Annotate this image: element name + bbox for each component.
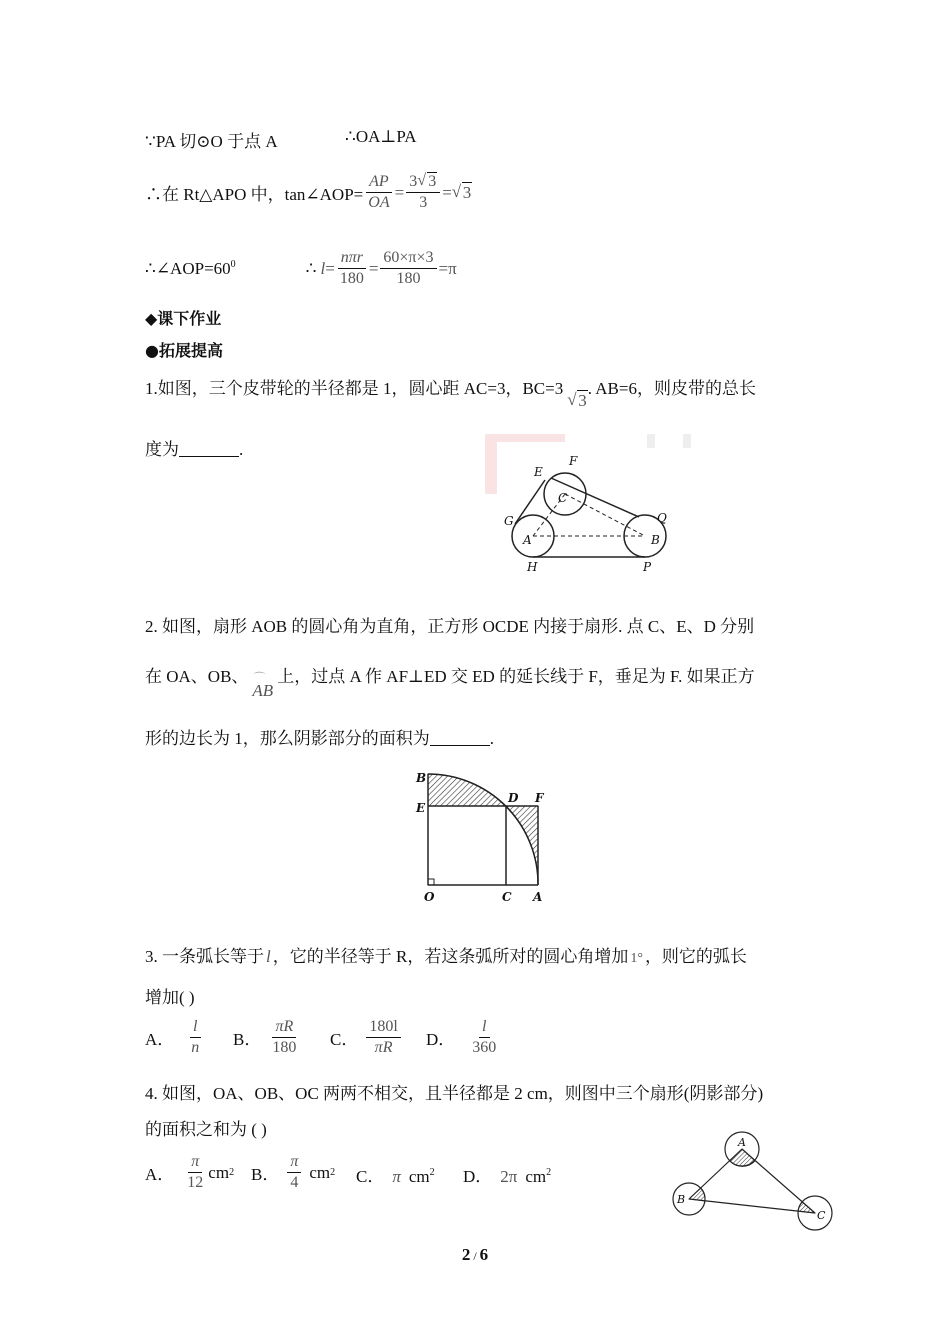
equals-sign: = (442, 182, 452, 202)
fraction-numerator: nπr (338, 248, 366, 269)
q2-line-2: 在 OA、OB、 ⌒ AB上，过点 A 作 AF⊥ED 交 ED 的延长线于 F，垂足为 F. 如果正方 (145, 667, 755, 700)
arc-ab: ⌒ AB (252, 671, 274, 700)
option-fraction: $\frac{\pi}{12}$ (187, 1153, 204, 1191)
q2-line-1: 2. 如图，扇形 AOB 的圆心角为直角，正方形 OCDE 内接于扇形. 点 C、E、D 分别 (145, 617, 755, 636)
q4-option-b[interactable]: B． $\frac{\pi}{4}$ cm 2 (251, 1153, 336, 1191)
q4-line-1: 4. 如图，OA、OB、OC 两两不相交，且半径都是 2 cm，则图中三个扇形(阴影部分) (145, 1084, 764, 1103)
sector-square-figure (410, 768, 555, 908)
fraction-ap-oa (365, 172, 392, 213)
label-b: B (651, 533, 660, 547)
q4-option-c[interactable]: C． π $cm^2$ (356, 1167, 435, 1186)
result-pi: =π (438, 258, 457, 278)
proof-line-3a: $\therefore\angle AOP=60^0$ (145, 258, 236, 278)
belt-eg (515, 480, 545, 524)
label-f: F (569, 454, 578, 468)
proof-line-1b: ∴OA⊥PA (345, 127, 417, 146)
watermark-block (683, 434, 691, 448)
page-number: 2 / 6 (461, 1245, 489, 1264)
segment-bc (689, 1199, 815, 1213)
q3-line-1: 3. 一条弧长等于 l ，它的半径等于 R，若这条弧所对的圆心角增加 1° ，则它的弧长 (145, 947, 747, 966)
q2-line-3: 形的边长为 1，那么阴影部分的面积为 . (145, 729, 494, 748)
fraction-numerator: 60×π×3 (380, 248, 436, 269)
option-fraction: $\frac{\pi}{4}$ (287, 1152, 301, 1193)
belt-pulley-figure (485, 432, 695, 577)
q1-line-1: 1.如图，三个皮带轮的半径都是 1，圆心距 AC=3，BC=3√ 3. AB=6，则皮带的总长 (145, 374, 756, 411)
watermark-block (485, 434, 497, 494)
label-a: A (523, 533, 532, 547)
arc-length-l: l (266, 947, 271, 966)
option-fraction: $\frac{180l}{\pi R}$ (366, 1017, 400, 1058)
sqrt-symbol: √ 3 (417, 172, 437, 192)
q1-line-2: 度为 . (145, 440, 244, 459)
q4-line-2: 的面积之和为 ( ) (145, 1120, 267, 1139)
label-d: D (508, 791, 519, 805)
option-fraction: $\frac{\pi R}{180}$ (272, 1018, 297, 1056)
q3-option-d[interactable]: D． $\frac{l}{360}$ (426, 1017, 501, 1058)
shaded-sector-b (689, 1188, 705, 1201)
label-h: H (527, 560, 538, 574)
fraction-denominator: 180 (396, 270, 421, 287)
fraction-numerator: 3√ 3 (406, 172, 440, 193)
proof-line-3 (145, 248, 457, 289)
label-a: A (738, 1136, 746, 1149)
proof-line-3b-prefix: ∴ (305, 258, 317, 278)
equals-sign: = (368, 258, 379, 278)
fraction-denominator: OA (368, 194, 390, 211)
q3-option-c[interactable]: C． $\frac{180l}{\pi R}$ (330, 1017, 403, 1058)
label-e: E (534, 465, 543, 479)
label-b: B (416, 771, 427, 785)
sqrt-result: √ 3 (452, 183, 473, 203)
q3-option-b[interactable]: B． $\frac{\pi R}{180}$ (233, 1017, 301, 1058)
fraction-numerator: AP (366, 172, 392, 193)
option-fraction: $\frac{l}{360}$ (472, 1018, 497, 1056)
proof-line-2-prefix: ∴在 Rt△APO 中，tan∠AOP= (145, 185, 364, 204)
watermark-block (647, 434, 655, 448)
one-degree: 1° (630, 951, 643, 966)
q4-option-a[interactable]: A． $\frac{\pi}{12}$ cm 2 (145, 1153, 235, 1191)
label-c: C (817, 1209, 826, 1222)
equals-sign: = (394, 182, 405, 202)
proof-line-1a: ∵PA 切⊙O 于点 A (145, 132, 278, 151)
q4-option-d[interactable]: D． 2π $cm^2$ (463, 1167, 552, 1186)
arc-length-l: l (320, 258, 326, 278)
equals-sign: = (325, 258, 335, 278)
triangle-circles-figure (665, 1125, 840, 1235)
label-f: F (535, 791, 544, 805)
proof-line-2 (145, 172, 472, 213)
shaded-region-top (428, 774, 506, 806)
label-p: P (643, 560, 652, 574)
fraction-3root3-over-3 (406, 172, 440, 213)
label-e: E (416, 801, 426, 815)
q3-option-a[interactable]: A． $\frac{l}{n}$ (145, 1017, 204, 1058)
label-q: Q (657, 511, 667, 525)
shaded-region-right (506, 806, 538, 885)
q3-line-2: 增加( ) (145, 988, 195, 1007)
label-a: A (533, 890, 543, 904)
section-extension: ●拓展提高 (145, 341, 223, 360)
label-g: G (504, 514, 514, 528)
shaded-sector-c (798, 1202, 815, 1213)
fraction-denominator: 3 (419, 194, 428, 211)
fraction-denominator: 180 (339, 270, 364, 287)
shaded-sector-a (730, 1149, 755, 1166)
fraction-60pi3-over-180 (380, 248, 436, 289)
label-c: C (558, 491, 568, 505)
section-homework: ◆课下作业 (145, 309, 222, 328)
label-c: C (502, 890, 512, 904)
label-b: B (677, 1193, 686, 1206)
option-fraction: $\frac{l}{n}$ (191, 1018, 200, 1056)
fraction-npr-over-180 (337, 248, 367, 289)
sqrt-symbol: √ 3 (567, 391, 588, 411)
right-angle-mark (428, 879, 434, 885)
answer-blank[interactable] (179, 440, 239, 457)
label-o: O (424, 890, 435, 904)
answer-blank[interactable] (430, 729, 490, 746)
